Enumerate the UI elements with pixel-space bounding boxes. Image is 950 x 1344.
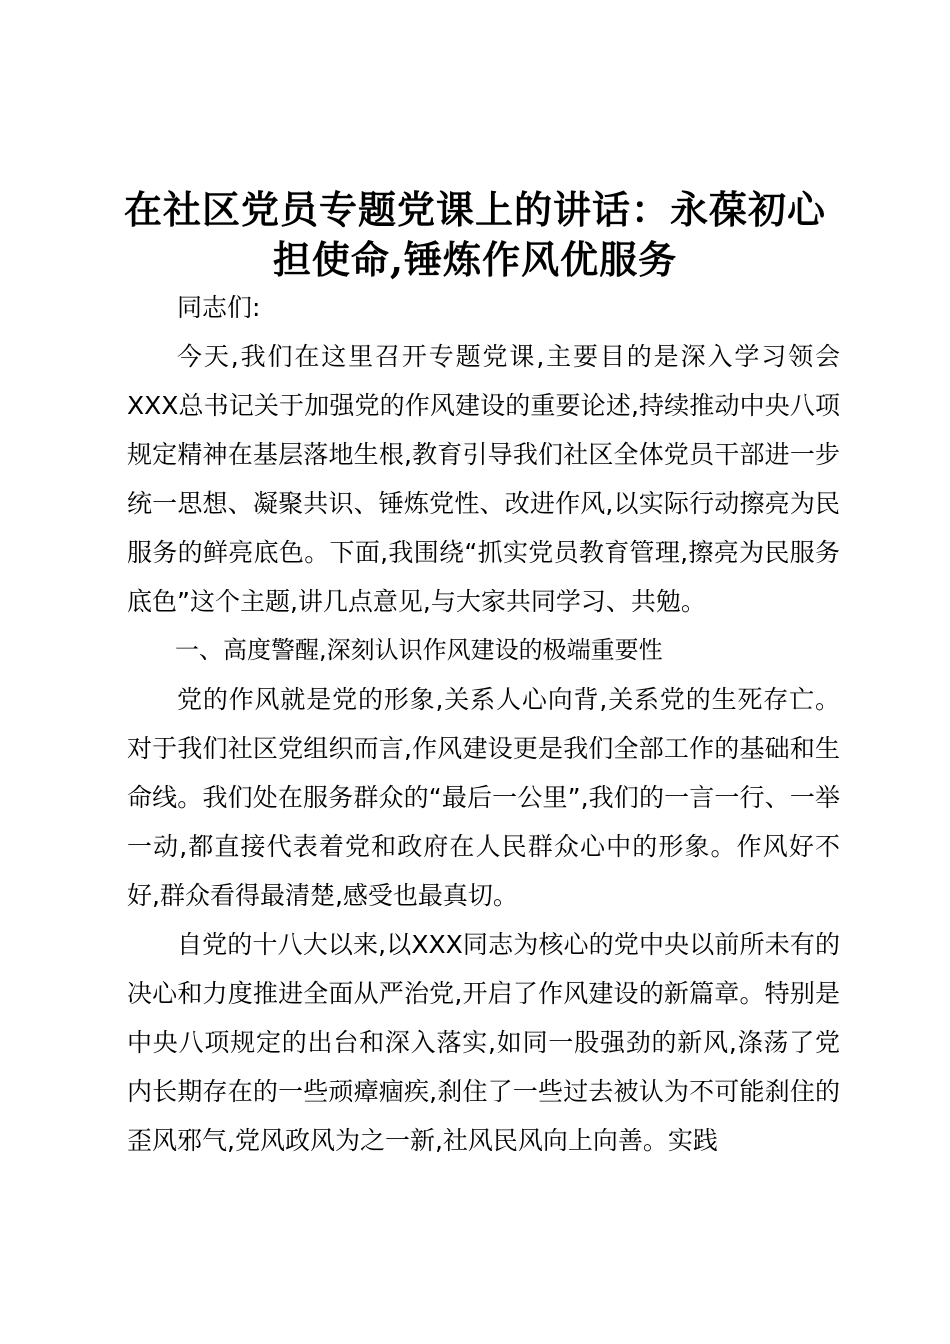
paragraph-style-importance: 党的作风就是党的形象,关系人心向背,关系党的生死存亡。对于我们社区党组织而言,作风建设更是我们全部工作的基础和生命线。我们处在服务群众的“最后一公里”,我们的一言一行、一举一动,都直接代表着党和政府在人民群众心中的形象。作风好不好,群众看得最清楚,感受也最真切。	[127, 685, 840, 910]
salutation: 同志们:	[177, 293, 261, 322]
document-title: 在社区党员专题党课上的讲话：永葆初心担使命,锤炼作风优服务	[123, 187, 826, 282]
document-body	[127, 283, 840, 1165]
paragraph-since-18th-congress: 自党的十八大以来,以XXX同志为核心的党中央以前所未有的决心和力度推进全面从严治党,开启了作风建设的新篇章。特别是中央八项规定的出台和深入落实,如同一股强劲的新风,涤荡了党内长期存在的一些顽瘴痼疾,刹住了一些过去被认为不可能刹住的歪风邪气,党风政风为之一新,社风民风向上向善。实践	[127, 930, 840, 1155]
section-heading-1: 一、高度警醒,深刻认识作风建设的极端重要性	[175, 636, 663, 664]
paragraph-intro: 今天,我们在这里召开专题党课,主要目的是深入学习领会XXX总书记关于加强党的作风建设的重要论述,持续推动中央八项规定精神在基层落地生根,教育引导我们社区全体党员干部进一步统一思想、凝聚共识、锤炼党性、改进作风,以实际行动擦亮为民服务的鲜亮底色。下面,我围绕“抓实党员教育管理,擦亮为民服务底色”这个主题,讲几点意见,与大家共同学习、共勉。	[127, 342, 840, 616]
